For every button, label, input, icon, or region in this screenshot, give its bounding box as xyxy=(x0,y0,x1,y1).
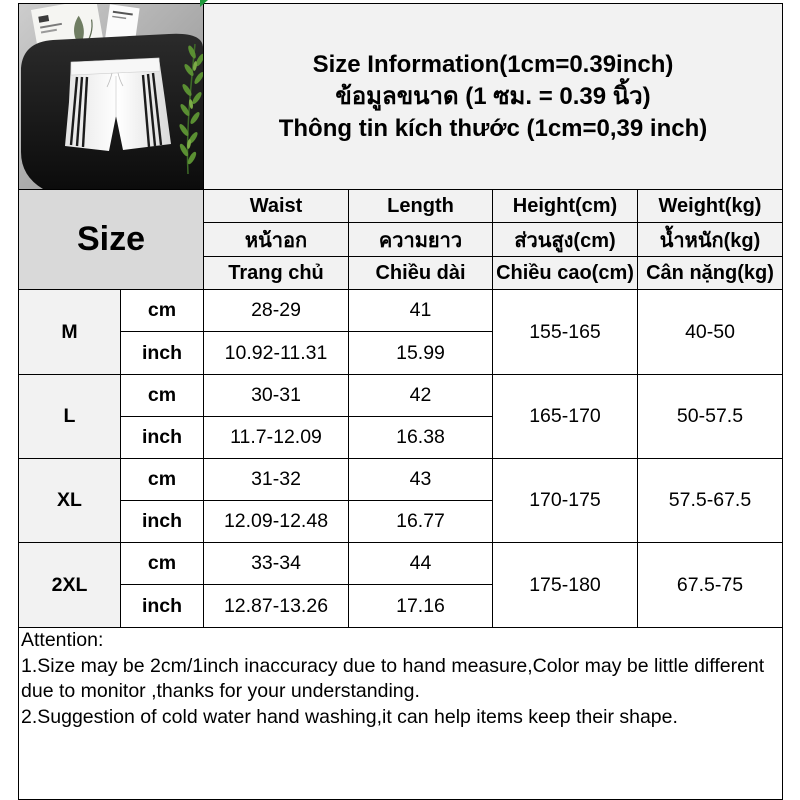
waist-header-en: Waist xyxy=(204,190,349,223)
size-info-line-vi: Thông tin kích thước (1cm=0,39 inch) xyxy=(278,114,708,142)
height-xl: 170-175 xyxy=(493,459,638,543)
waist-l-inch: 11.7-12.09 xyxy=(204,417,349,459)
height-l: 165-170 xyxy=(493,375,638,459)
weight-header-th: น้ำหนัก(kg) xyxy=(638,223,783,257)
weight-m: 40-50 xyxy=(638,290,783,375)
waist-m-cm: 28-29 xyxy=(204,290,349,332)
waist-header-vi: Trang chủ xyxy=(204,257,349,290)
attention-panel xyxy=(19,628,783,800)
length-l-inch: 16.38 xyxy=(349,417,493,459)
unit-label-m-cm: cm xyxy=(121,290,204,332)
height-header-th: ส่วนสูง(cm) xyxy=(493,223,638,257)
length-l-cm: 42 xyxy=(349,375,493,417)
size-label-m: M xyxy=(19,290,121,375)
length-header-vi: Chiều dài xyxy=(349,257,493,290)
size-info-line-en: Size Information(1cm=0.39inch) xyxy=(312,50,674,78)
cell-comment-marker xyxy=(200,0,208,7)
length-xl-inch: 16.77 xyxy=(349,501,493,543)
unit-label-l-cm: cm xyxy=(121,375,204,417)
length-m-cm: 41 xyxy=(349,290,493,332)
size-info-line-th: ข้อมูลขนาด (1 ซม. = 0.39 นิ้ว) xyxy=(335,82,651,110)
size-chart xyxy=(18,3,783,800)
height-2xl: 175-180 xyxy=(493,543,638,628)
attention-title: Attention: xyxy=(21,629,104,651)
length-header-th: ความยาว xyxy=(349,223,493,257)
weight-header-vi: Cân nặng(kg) xyxy=(638,257,783,290)
unit-label-l-inch: inch xyxy=(121,417,204,459)
size-label-xl: XL xyxy=(19,459,121,543)
attention-note-2: 2.Suggestion of cold water hand washing,it can help items keep their shape. xyxy=(21,705,678,728)
attention-note-1: 1.Size may be 2cm/1inch inaccuracy due to hand measure,Color may be little different due to monitor ,thanks for your understanding. xyxy=(21,654,765,702)
size-column-header: Size xyxy=(19,190,204,290)
weight-header-en: Weight(kg) xyxy=(638,190,783,223)
unit-label-xl-cm: cm xyxy=(121,459,204,501)
waist-2xl-inch: 12.87-13.26 xyxy=(204,585,349,628)
unit-label-m-inch: inch xyxy=(121,332,204,375)
product-photo xyxy=(19,4,203,189)
size-label-2xl: 2XL xyxy=(19,543,121,628)
unit-label-2xl-inch: inch xyxy=(121,585,204,628)
height-header-en: Height(cm) xyxy=(493,190,638,223)
unit-label-2xl-cm: cm xyxy=(121,543,204,585)
unit-label-xl-inch: inch xyxy=(121,501,204,543)
waist-m-inch: 10.92-11.31 xyxy=(204,332,349,375)
length-2xl-inch: 17.16 xyxy=(349,585,493,628)
length-header-en: Length xyxy=(349,190,493,223)
waist-header-th: หน้าอก xyxy=(204,223,349,257)
waist-xl-inch: 12.09-12.48 xyxy=(204,501,349,543)
size-label-l: L xyxy=(19,375,121,459)
weight-xl: 57.5-67.5 xyxy=(638,459,783,543)
height-m: 155-165 xyxy=(493,290,638,375)
length-m-inch: 15.99 xyxy=(349,332,493,375)
size-info-panel xyxy=(204,4,783,190)
length-2xl-cm: 44 xyxy=(349,543,493,585)
height-header-vi: Chiều cao(cm) xyxy=(493,257,638,290)
product-photo-cell xyxy=(19,4,204,190)
waist-2xl-cm: 33-34 xyxy=(204,543,349,585)
waist-xl-cm: 31-32 xyxy=(204,459,349,501)
waist-l-cm: 30-31 xyxy=(204,375,349,417)
weight-2xl: 67.5-75 xyxy=(638,543,783,628)
weight-l: 50-57.5 xyxy=(638,375,783,459)
length-xl-cm: 43 xyxy=(349,459,493,501)
